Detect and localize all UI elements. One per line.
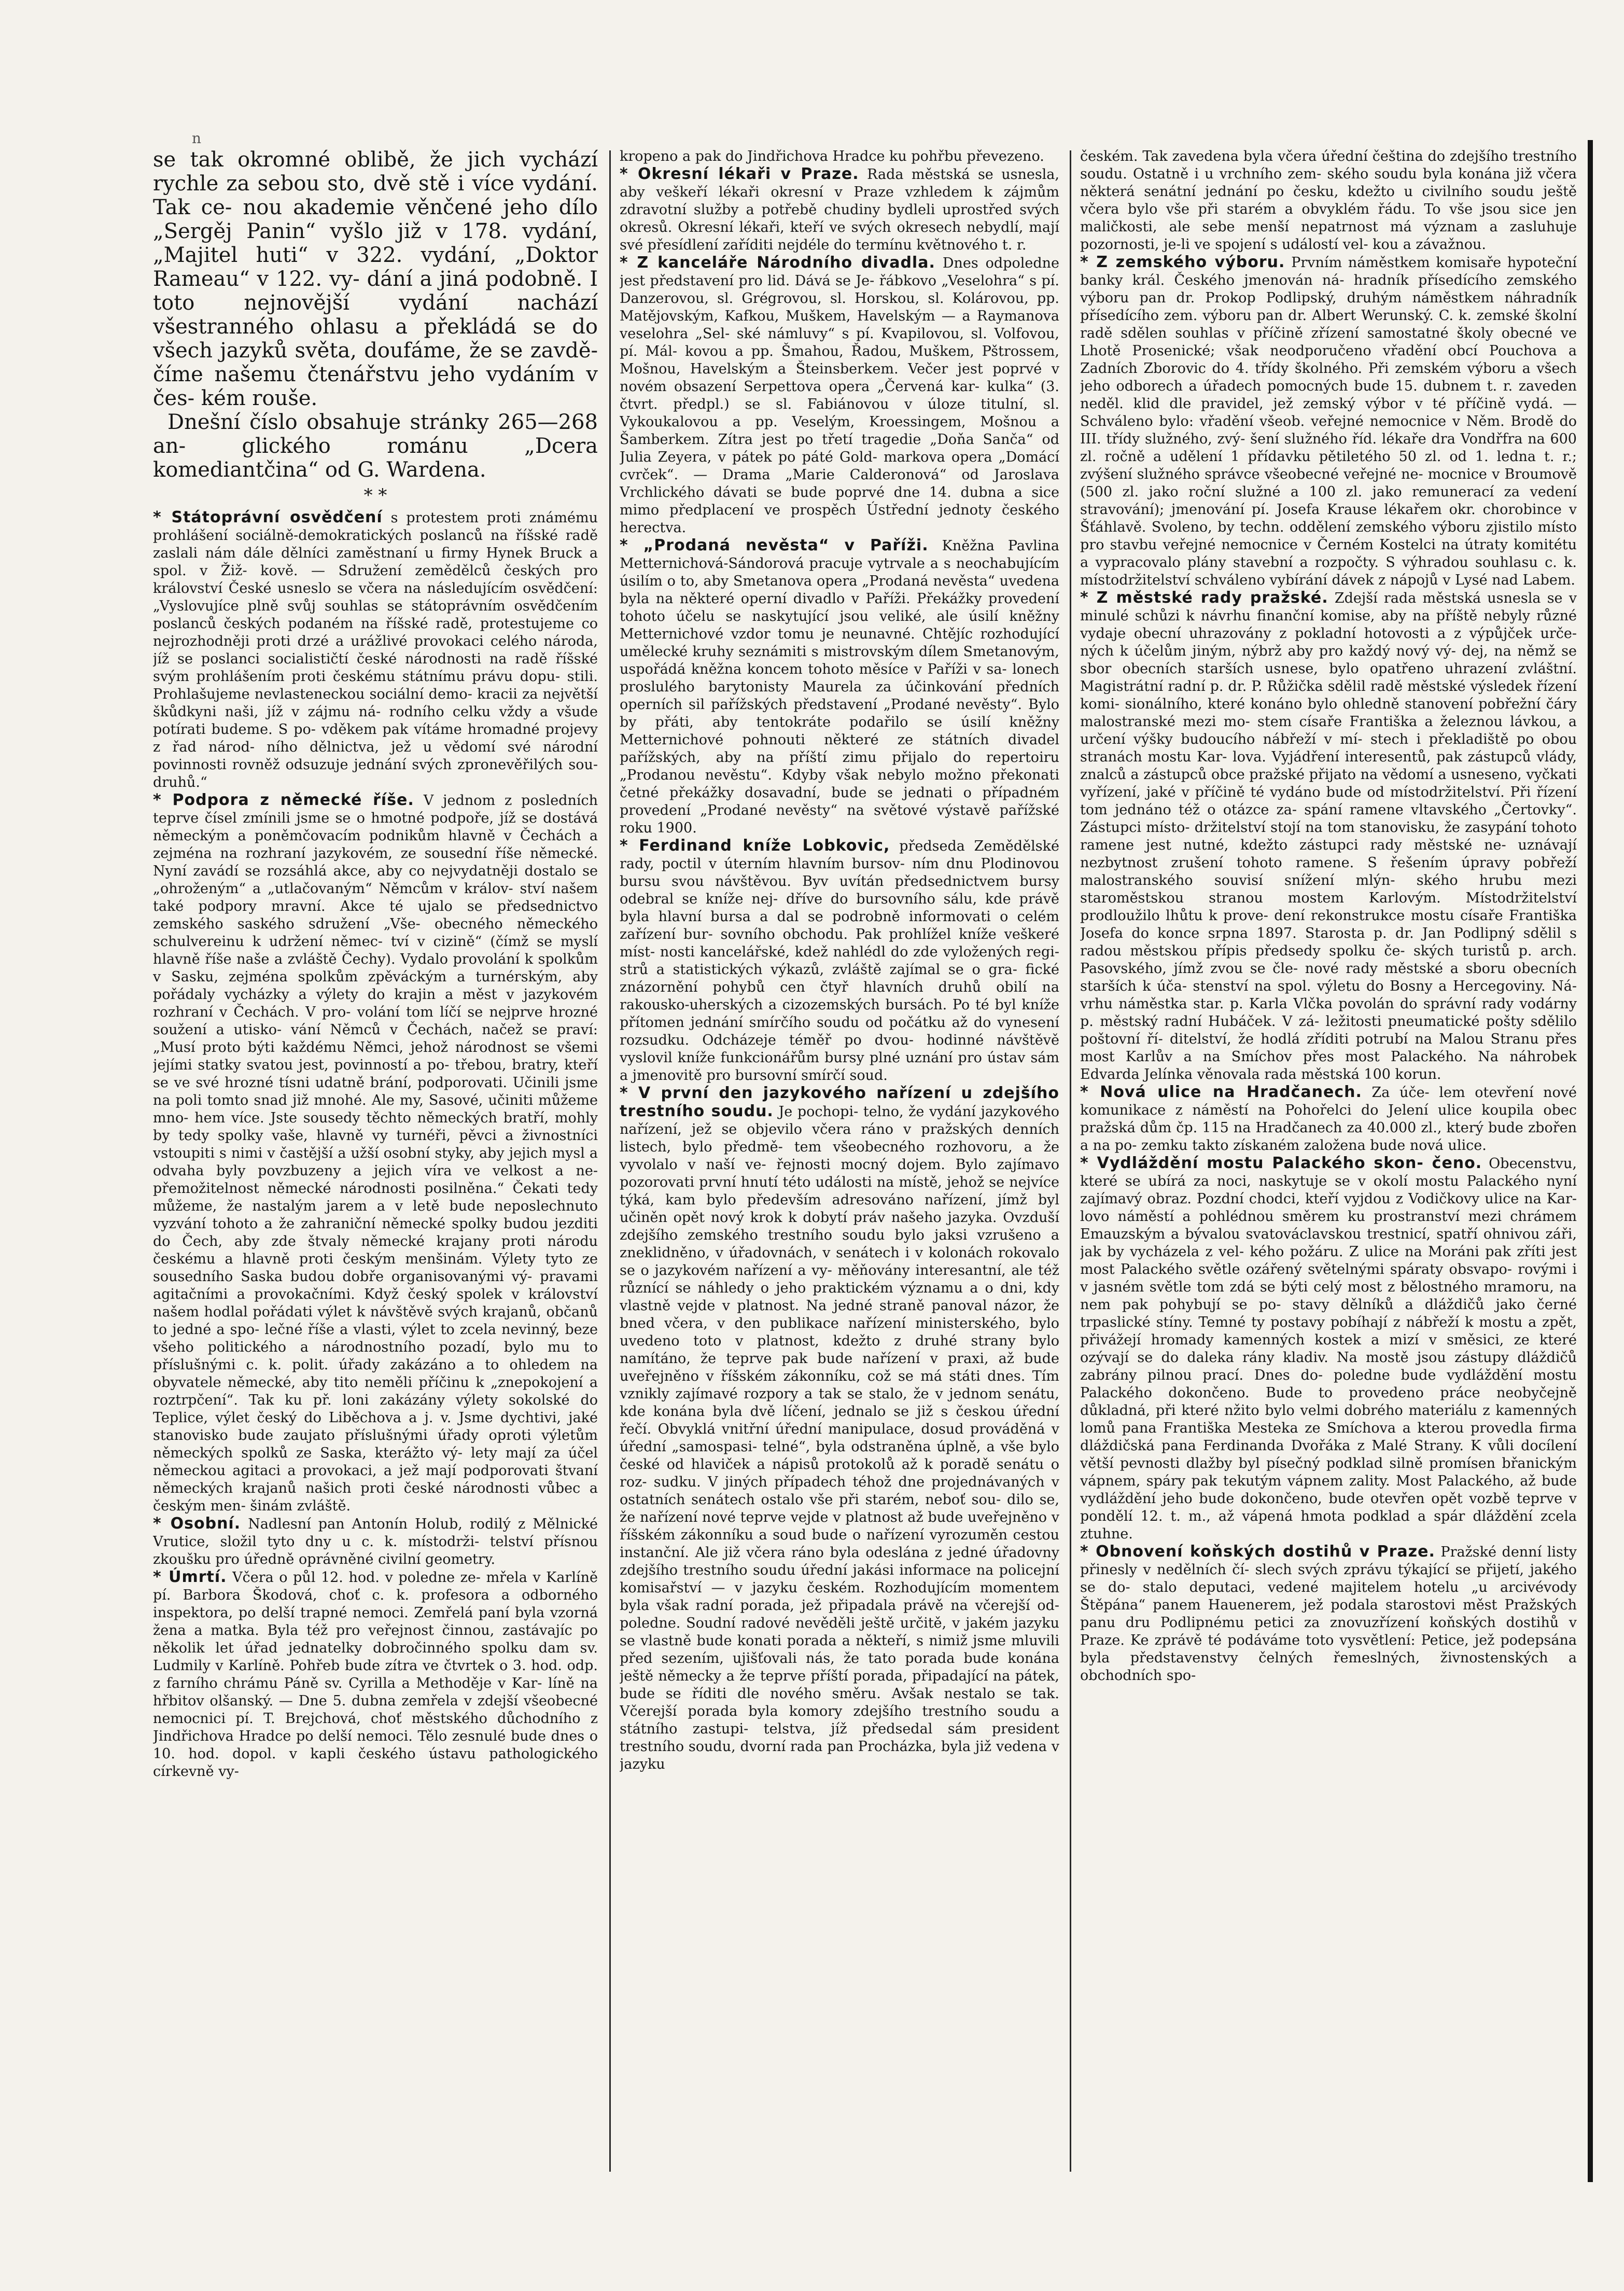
headline-umrti: * Úmrtí.: [153, 1568, 227, 1586]
article-statopravni: s protestem proti známému prohlášení sociálně-demokratických poslanců na říšské radě zaslali nám dále dělníci zaměstnaní u firmy Hynek Bruck a spol. v Žiž- kově. — Sdružení zemědělců českých pro království České usneslo se včera na následujícím osvědčení: „Vyslovujíce plně svůj souhlas se státoprávním osvědčením poslanců českých podaném na říšské radě, protestujeme co nejrozhodněji proti drzé a urážlivé provokaci celého národa, jíž se poslanci socialističtí české národnosti na radě říšské svým prohlášením proti českému státnímu právu dopu- stili. Prohlašujeme nevlasteneckou sociální demo- kracii za největší škůdkyni naši, jíž v zájmu ná- rodního celku vždy a všude potírati budeme. S po- vděkem pak vítáme hromadné projevy z řad národ- ního dělnictva, jež u vědomí své národní povinnosti rovněž odsuzuje jednání svých zpronevěřilých sou- druhů.“: [153, 510, 598, 790]
article-jazykove-narizeni: Je pochopi- telno, že vydání jazykového nařízení, jež se objevilo včera ráno v pražských denních listech, bylo předmě- tem všeobecného rozhovoru, a že vyvolalo v naší ve- řejnosti mocný dojem. Bylo zajímavo pozorovati první hnutí této události na místě, jehož se nejvíce týká, kam bylo především adresováno nařízení, jímž byl učiněn opět nový krok k dobytí práv našeho jazyka. Ovzduší zdejšího zemského trestního soudu bylo jaksi vzrušeno a zneklidněno, v úřadovnách, v senátech i v kolonách rokovalo se o jazykovém nařízení a vy- měňovány interesantní, ale též různící se náhledy o jeho praktickém významu a o dni, kdy vlastně vejde v platnost. Na jedné straně panoval názor, že bned včera, v den publikace nařízení ministerského, bylo uvedeno toto v platnost, kdežto z druhé strany bylo namítáno, že teprve pak bude nařízení v praxi, až bude uveřejněno v říšském zákonníku, což se má státi dnes. Tím vznikly zajímavé rozpory a tak se stalo, že v jednom senátu, kde konána byla dvě líčení, jednalo se již s českou úřední řečí. Obvyklá vnitřní úřední manipulace, dosud prováděná v úřední „samospasi- telné“, byla odstraněna úplně, a vše bylo české od hlaviček a nápisů protokolů až k poradě senátu o roz- sudku. V jiných případech téhož dne projednávaných v ostatních senátech ostalo vše při starém, neboť sou- dilo se, že nařízení nové teprve vejde v platnost až bude uveřejněno v říšském zákonníku a soud bude o nařízení vyrozuměn cestou instanční. Ale již včera ráno byla odeslána z jedné úřadovny zdejšího trestního soudu úřední jakási informace na policejní komisařství — v jazyku českém. Rozhodujícím momentem byla však radní porada, jež připadala právě na včerejší od- poledne. Soudní radové nevěděli ještě určitě, v jakém jazyku se vlastně bude konati porada a někteří, s nimiž jsme mluvili před sezením, ujišťovali nás, že tato porada bude konána ještě německy a že teprve příští porada, připadající na pátek, bude se říditi dle nového směru. Avšak nestalo se tak. Včerejší porada byla komory zdejšího trestního soudu a státního zastupi- telstva, jíž předsedal sám president trestního soudu, dvorní rada pan Procházka, byla již vedena v jazyku: [620, 1104, 1059, 1772]
article-prodana-nevesta: Kněžna Pavlina Metternichová-Sándorová pracuje vytrvale a s neochabujícím úsilím o to, aby Smetanova opera „Prodaná nevěsta“ uvedena byla na některé operní divadlo v Paříži. Překážky provedení tohoto účelu se naskytující jsou veliké, ale úsilí kněžny Metternichové vzdor tomu je neunavné. Chtějíc rozhodující umělecké kruhy seznámiti s mistrovským dílem Smetanovým, uspořádá kněžna koncem tohoto měsíce v Paříži v sa- lonech proslulého barytonisty Maurela za účinkování předních operních sil pařížských představení „Prodané nevěsty“. Bylo by přáti, aby tentokráte podařilo se úsilí kněžny Metternichové pohnouti některé ze státních divadel pařížských, aby na příští zimu přijalo do repertoiru „Prodanou nevěstu“. Kdyby však nebylo možno překonati četné překážky dosavadní, bude se jednati o případném provedení „Prodané nevěsty“ na světové výstavě pařížské roku 1900.: [620, 538, 1059, 836]
article-continuation: kropeno a pak do Jindřichova Hradce ku pohřbu převezeno.: [620, 148, 1044, 164]
article-lobkovic: předseda Zemědělské rady, poctil v úterním hlavním bursov- ním dnu Plodinovou bursu svou návštěvou. Byv uvítán předsednictvem bursy odebral se kníže nej- dříve do bursovního sálu, kde právě byla hlavní bursa a dal se podrobně informovati o celém zařízení bur- sovního obchodu. Pak prohlížel kníže veškeré míst- nosti kancelářské, kdež nahlédl do zde vyložených regi- strů a statistických výkazů, zvláště zajímal se o gra- fické znázornění pohybů cen čtyř hlavních druhů obilí na rakousko-uherských a cizozemských bursách. Po té byl kníže přítomen jednání smírčího soudu od počátku až do vynesení rozsudku. Odcházeje téměř po dvou- hodinné návštěvě vyslovil kníže funkcionářům bursy plné uznání pro ústav sám a jmenovitě pro bursovní smírčí soud.: [620, 838, 1059, 1084]
article-dostihy: Pražské denní listy přinesly v nedělních čí- slech svých zprávu týkající se přijetí, jakého se do- stalo deputaci, vedené majitelem hotelu „u arcivévody Štěpána“ panem Hauenerem, jež podala starostovi měst Pražských panu dru Podlipnému petici za znovuzřízení koňských dostihů v Praze. Ke zprávě té podáváme toto vysvětlení: Petice, jež podepsána byla představenstvy čelných řemeslných, živnostenských a obchodních spo-: [1080, 1544, 1577, 1684]
headline-narodni-divadlo: * Z kanceláře Národního divadla.: [620, 254, 935, 272]
headline-dostihy: * Obnovení koňských dostihů v Praze.: [1080, 1543, 1435, 1561]
column-rule-right: [1070, 150, 1071, 2172]
headline-mestska-rada: * Z městské rady pražské.: [1080, 589, 1328, 607]
column-rule-left: [609, 150, 611, 2172]
article-osobni: Nadlesní pan Antonín Holub, rodilý z Mělnické Vrutice, složil tyto dny u c. k. místodrži- telství přísnou zkoušku pro úředně oprávněné civilní geometry.: [153, 1516, 598, 1567]
column-2: [620, 148, 1059, 2172]
article-podpora: V jednom z posledních teprve čísel zmínili jsme se o hmotné podpoře, jíž se dostává německým a poněmčovacím podnikům hlavně v Čechách a zejména na rozhraní jazykovém, ze sousední říše německé. Nyní zavádí se rozsáhlá akce, aby co nejvydatněji dostalo se „ohroženým“ a „utlačovaným“ Němcům v králov- ství našem také podpory mravní. Akce té ujalo se předsednictvo zemského saského sdružení „Vše- obecného německého schulvereinu k udržení němec- tví v cizině“ (čímž se myslí hlavně říše naše a zvláště Čechy). Vydalo provolání k spolkům v Sasku, zejména spolkům zpěváckým a turnérským, aby pořádaly vycházky a výlety do krajin a měst v jazykovém rozhraní v Čechách. V pro- volání tom líčí se nejprve hrozné soužení a utisko- vání Němců v Čechách, načež se praví: „Musí proto býti každému Němci, jehož národnost se všemi jejími statky svatou jest, povinností a po- třebou, bratry, kteří se ve své hrozné tísni udatně brání, podporovati. Učinili jsme na poli tomto snad již mnohé. Ale my, Sasové, učiniti můžeme mno- hem více. Jste sousedy těchto německých bratří, mohly by tedy spolky vaše, hlavně vy turnéři, pěvci a živnostníci vstoupiti s nimi v častější a užší osobní styky, aby jejich mysl a odvaha byly povzbuzeny a jejich víra ve velkost a ne- přemožitelnost německé národnosti posilněna.“ Čekati tedy můžeme, že nastalým jarem a v letě bude neposlechnuto vyzvání tohoto a že zahraniční německé spolky budou jezditi do Čech, aby zde štvaly německé krajany proti národu českému a hlavně proti českým menšinám. Výlety tyto ze sousedního Saska budou dobře organisovanými vý- pravami agitačními a provokačními. Když český spolek v království našem hodlal pořádati výlet k návštěvě svých krajanů, občanů to jedné a spo- lečné říše a vlasti, výlet to zcela nevinný, beze všeho politického a národnostního pozadí, bylo mu to příslušnými c. k. polit. úřady zakázáno a to ohledem na obyvatele německé, aby tito neměli příčinu k „znepokojení a roztrpčení“. Tak ku př. loni zakázány výlety sokolské do Teplice, výlet český do Liběchova a j. v. Jsme dychtivi, jaké stanovisko bude zaujato příslušnými úřady oproti výletům německých spolků ze Saska, kterážto vý- lety mají za účel německou agitaci a provokaci, a jež mají podporovati štvaní německých krajanů našich proti české národnosti vůbec a českým men- šinám zvláště.: [153, 793, 598, 1514]
column-1: [153, 148, 598, 2172]
headline-podpora: * Podpora z německé říše.: [153, 791, 414, 809]
article-narodni-divadlo: Dnes odpoledne jest představení pro lid. Dává se Je- řábkovo „Veselohra“ s pí. Danzerovou, sl. Grégrovou, sl. Horskou, sl. Kolárovou, pp. Matějovským, Kafkou, Muškem, Havelským — a Raymanova veselohra „Sel- ské námluvy“ s pí. Kvapilovou, sl. Volfovou, pí. Mál- kovou a pp. Šmahou, Řadou, Muškem, Pštrossem, Mošnou, Havelským a Šteinsberkem. Večer jest poprvé v novém obsazení Serpettova opera „Červená kar- kulka“ (3. čtvrt. předpl.) se sl. Fabiánovou v úloze titulní, sl. Vykoukalovou a pp. Veselým, Kroessingem, Mošnou a Šamberkem. Zítra jest po třetí tragedie „Doňa Sanča“ od Julia Zeyera, v pátek po páté Gold- markova opera „Domácí cvrček“. — Drama „Marie Calderonová“ od Jaroslava Vrchlického dávati se bude poprvé dne 14. dubna a sice mimo předplacení ve prospěch Ústřední jednoty českého herectva.: [620, 255, 1059, 536]
page-mark: n: [192, 130, 202, 147]
headline-zemsky-vybor: * Z zemského výboru.: [1080, 253, 1285, 271]
section-divider: * *: [363, 485, 387, 506]
notice-text-2: Dnešní číslo obsahuje stránky 265—268 an- glického románu „Dcera komediantčina“ od G. Wardena.: [153, 410, 598, 482]
headline-most-palackeho: * Vydláždění mostu Palackého skon- čeno.: [1080, 1154, 1482, 1172]
headline-jazykove-narizeni: * V první den jazykového nařízení u zdejšího trestního soudu.: [620, 1084, 1059, 1120]
article-zemsky-vybor: Prvním náměstkem komisaře hypoteční banky král. Českého jmenován ná- hradník přísedícího zemského výboru pan dr. Prokop Podlipský, druhým náměstkem náhradník přísedícího zem. výboru pan dr. Albert Werunský. C. k. zemské školní radě sdělen souhlas v příčině zřízení samostatné školy obecné ve Lhotě Prosenické; však neodporučeno vřadění obcí Pouchova a Zadních Zborovic do 4. třídy školného. Při zemském výboru a všech jeho odborech a úřadech pomocných bude 15. dubnem t. r. zaveden neděl. klid dle pravidel, jež zemský výbor v té příčině vydá. — Schváleno bylo: vřadění všeob. veřejné nemocnice v Něm. Brodě do III. třídy služného, zvý- šení služného říd. lékaře dra Vondřfra na 600 zl. ročně a udělení 1 přídavku pětiletého 50 zl. od 1. ledna t. r.; zvýšení služného správce všeobecné veřejné ne- mocnice v Broumově (500 zl. jako roční služné a 100 zl. jako remunerací za vedení stravování); jmenování pí. Josefa Krause lékařem okr. chorobince v Šťáhlavě. Svoleno, by techn. oddělení zemského výboru zjistilo místo pro stavbu veřejné nemocnice v Černém Kostelci na útraty komitétu a vypracovalo plány stavební a rozpočty. S výhradou souhlasu c. k. místodržitelství schváleno vybírání dávek z nápojů v Lysé nad Labem.: [1080, 255, 1577, 588]
headline-osobni: * Osobní.: [153, 1515, 241, 1533]
article-nova-ulice: Za úče- lem otevření nové komunikace z náměstí na Pohořelci do Jelení ulice koupila obec pražská dům čp. 115 na Hradčanech za 40.000 zl., který bude zbořen a na po- zemku takto získaném založena bude nová ulice.: [1080, 1085, 1577, 1154]
feuilleton-notice: [153, 148, 598, 482]
article-umrti: Včera o půl 12. hod. v poledne ze- mřela v Karlíně pí. Barbora Škodová, choť c. k. profesora a odborného inspektora, po delší trapné nemoci. Zemřelá paní byla vzorná žena a matka. Byla též pro veřejnost činnou, zastávajíc po několik let úřad jednatelky dobročinného spolku dam sv. Ludmily v Karlíně. Pohřeb bude zítra ve čtvrtek o 3. hod. odp. z farního chrámu Páně sv. Cyrilla a Methoděje v Kar- líně na hřbitov olšanský. — Dne 5. dubna zemřela v zdejší všeobecné nemocnici pí. T. Brejchová, choť městského důchodního z Jindřichova Hradce po delší nemoci. Tělo zesnulé bude dnes o 10. hod. dopol. v kapli českého ústavu pathologického církevně vy-: [153, 1570, 598, 1780]
article-continuation-2: českém. Tak zavedena byla včera úřední čeština do zdejšího trestního soudu. Ostatně i u vrchního zem- ského soudu byla konána již včera některá senátní jednání po česku, kdežto u civilního soudu ještě včera bylo vše při starém a obvyklém řádu. To vše jsou sice jen maličkosti, ale sebe menší nepatrnost má význam a zasluhuje pozornosti, je-li ve spojení s událostí vel- kou a závažnou.: [1080, 148, 1577, 253]
notice-text-1: se tak okromné oblibě, že jich vychází rychle za sebou sto, dvě stě i více vydání. Tak ce- nou akademie věnčené jeho dílo „Sergěj Panin“ vyšlo již v 178. vydání, „Majitel huti“ v 322. vydání, „Doktor Rameau“ v 122. vy- dání a jiná podobně. I toto nejnovější vydání nachází všestranného ohlasu a překládá se do všech jazyků světa, doufáme, že se zavdě- číme našemu čtenářstvu jeho vydáním v čes- kém rouše.: [153, 148, 598, 410]
headline-nova-ulice: * Nová ulice na Hradčanech.: [1080, 1083, 1362, 1101]
headline-prodana-nevesta: * „Prodaná nevěsta“ v Paříži.: [620, 536, 929, 554]
headline-okresni-lekari: * Okresní lékaři v Praze.: [620, 165, 859, 183]
article-most-palackeho: Obecenstvu, které se ubírá za noci, naskytuje se v okolí mostu Palackého nyní zajímavý obraz. Pozdní chodci, kteří vyjdou z Vodičkovy ulice na Kar- lovo náměstí a pohlédnou směrem ku prostranství mezi chrámem Emauzským a bývalou svatováclavskou trestnicí, spatří ohnivou záři, jak by vycházela z vel- kého požáru. Z ulice na Moráni pak zříti jest most Palackého světle ozářený světelnými spáraty obsvapo- rovými i v jasném světle tom zdá se býti celý most z bělostného mramoru, na nem pak pohybují se po- stavy dělníků a dláždičů jako černé trpaslické stíny. Temné ty postavy pobíhají z nábřeží k mostu a zpět, přivážejí hromady kamenných kostek a mizí v směsici, ze které ozývají se do daleka rány kladiv. Na mostě jsou zástupy dláždičů zabrány pilnou prací. Dnes do- poledne bude vydláždění mostu Palackého dokončeno. Bude to provedeno práce neobyčejně důkladná, při které nžito bylo velmi dobrého materiálu z kamenných lomů pana Františka Mesteka ze Smíchova a kterou provedla firma dláždičská pana Ferdinanda Dvořáka z Malé Strany. K vůli docílení větší pevnosti dlažby byl písečný podklad silně promísen břanickým vápnem, spáry pak tekutým vápnem zality. Most Palackého, až bude vydláždění jeho bude dokončeno, bude otevřen opět vozbě teprve v pondělí 12. t. m., až vápená hmota podklad a spár dláždění zcela ztuhne.: [1080, 1156, 1577, 1542]
page-edge-rule: [1588, 140, 1593, 2182]
article-mestska-rada: Zdejší rada městská usnesla se v minulé schůzi k návrhu finanční komise, aby na příště nebyly různé vydaje obecní uhrazovány z pokladní hotovosti a z výpůjček urče- ných k účelům jiným, nýbrž aby pro každý nový vý- dej, na němž se sbor obecních starších usnese, bylo opatřeno uhrazení zvláštní. Magistrátní radní p. dr. P. Růžička sdělil radě městské výsledek řízení komi- sionálního, které konáno bylo ohledně stanovení pobřežní čáry malostranské mezi mo- stem císaře Františka a železnou lávkou, a určení výšky budoucího nábřeží v mí- stech i překladiště po obou stranách mostu Kar- lova. Vyjádření interesentů, pak zástupců vlády, znalců a zástupců obce pražské přijato na vědomí a usneseno, vyčkati vyřízení, jaké v příčině té vydáno bude od místodržitelství. Při řízení tom jednáno též o otázce za- spání ramene vltavského „Čertovky“. Zástupci místo- držitelství stojí na tom stanovisku, že zasypání tohoto ramene jest nutné, kdežto zástupci rady městské ne- uznávají nezbytnost zrušení tohoto ramene. S řešením úpravy pobřeží malostranského souvisí snížení mlýn- ského hrubu mezi staroměstskou stranou mostem Karlovým. Místodržitelství prodloužilo lhůtu k prove- dení rekonstrukce mostu císaře Františka Josefa do konce srpna 1897. Starosta p. dr. Jan Podlipný sdělil s radou městskou přípis předsedy spolku če- ských turistů p. arch. Pasovského, jímž zvou se čle- nové rady městské a sboru obecních starších k úča- stenství na spol. výletu do Bosny a Hercegoviny. Ná- vrhu náměstka star. p. Karla Vlčka povolán do správní rady vodárny p. městský radní Hubáček. V zá- ležitosti pneumatické pošty sdělilo poštovní ří- ditelství, že hodlá zříditi potrubí na Malou Stranu přes most Karlův a na Smíchov přes most Palackého. Na náhrobek Edvarda Jelínka věnovala rada městská 100 korun.: [1080, 590, 1577, 1082]
column-3: [1080, 148, 1577, 2172]
article-okresni-lekari: Rada městská se usnesla, aby veškeří lékaři okresní v Praze vzhledem k zájmům zdravotní služby a potřebě chudiny bydleli uprostřed svých okresů. Okresní lékaři, kteří ve svých okresech nebydlí, mají své přesídlení zaříditi nejdéle do termínu květnového t. r.: [620, 166, 1059, 253]
headline-lobkovic: * Ferdinand kníže Lobkovic,: [620, 837, 890, 855]
headline-statopravni: * Státoprávní osvědčení: [153, 508, 383, 526]
